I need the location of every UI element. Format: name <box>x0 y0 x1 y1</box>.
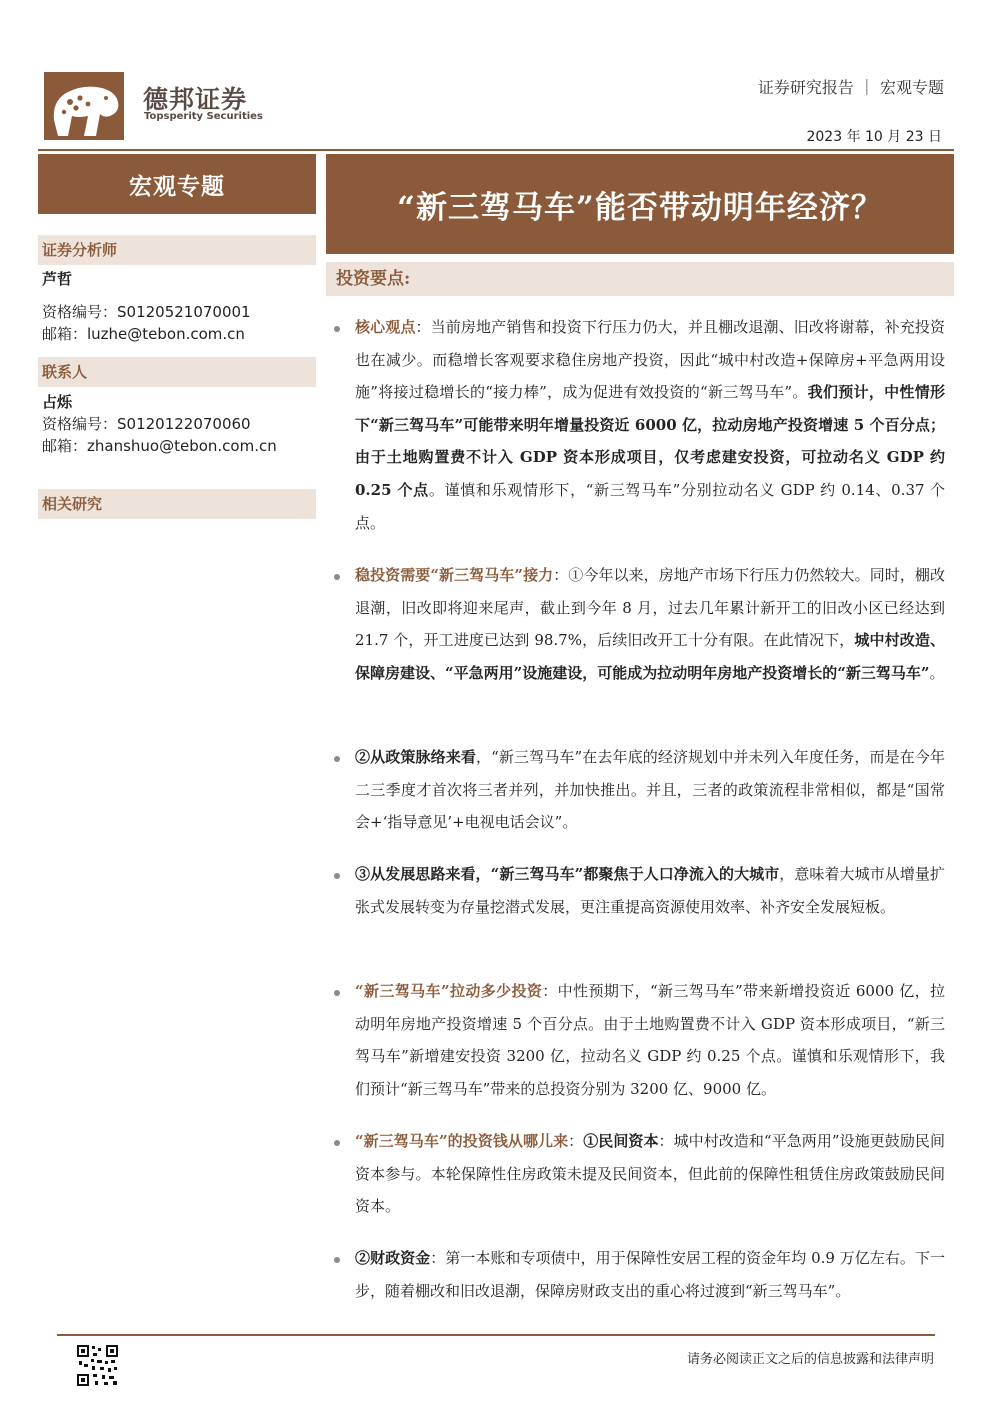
point-text: ：当前房地产销售和投资下行压力仍大，并且棚改退潮、旧改将谢幕，补充投资也在减少。而稳增长客观要求稳住房地产投资，因此“城中村改造+保障房+平急两用设施”将接过稳增长的“接力棒”，成为促进有效投资的“新三驾马车”。 <box>355 318 945 402</box>
point-text: ，意味着大城市从增量扩张式发展转变为存量挖潜式发展，更注重提高资源使用效率、补齐安全发展短板。 <box>355 865 945 916</box>
bullet-dot <box>334 574 340 580</box>
point-text: 。 <box>929 663 945 682</box>
category-banner: 宏观专题 <box>38 154 316 214</box>
header-divider <box>38 149 954 151</box>
analyst-cert: 资格编号：S0120521070001 <box>42 303 251 321</box>
contact-header: 联系人 <box>38 357 316 387</box>
analyst-header: 证券分析师 <box>38 235 316 265</box>
bullet-dot <box>334 990 340 996</box>
brand-logo <box>44 72 124 140</box>
point-lead: 核心观点 <box>355 318 416 336</box>
point-text: ：第一本账和专项债中，用于保障性安居工程的资金年均 0.9 万亿左右。下一步，随着棚改和旧改退潮，保障房财政支出的重心将过渡到“新三驾马车”。 <box>355 1249 945 1300</box>
report-type: 证券研究报告 ｜ 宏观专题 <box>757 78 944 97</box>
point-development <box>355 858 945 923</box>
bullet-dot <box>334 756 340 762</box>
report-date: 2023 年 10 月 23 日 <box>806 129 942 145</box>
bullet-dot <box>334 1257 340 1263</box>
point-bold-text: ②从政策脉络来看 <box>355 748 476 766</box>
point-bold-text: 城中村改造、保障房建设、“平急两用”设施建设，可能成为拉动明年房地产投资增长的“新三驾马车” <box>355 631 945 682</box>
investment-points-header: 投资要点: <box>326 262 954 296</box>
point-text: ：①今年以来，房地产市场下行压力仍然较大。同时，棚改退潮，旧改即将迎来尾声，截止到今年 8 月，过去几年累计新开工的旧改小区已经达到 21.7 个，开工进度已达到 98.7%，后续旧改开工十分有限。在此情况下， <box>355 566 945 650</box>
point-text: ：中性预期下，“新三驾马车”带来新增投资近 6000 亿，拉动明年房地产投资增速 5 个百分点。由于土地购置费不计入 GDP 资本形成项目，“新三驾马车”新增建安投资 3200 亿，拉动名义 GDP 约 0.25 个点。谨慎和乐观情形下，我们预计“新三驾马车”带来的总投资分别为 3200 亿、9000 亿。 <box>355 982 945 1098</box>
contact-email[interactable]: 邮箱：zhanshuo@tebon.com.cn <box>42 437 277 455</box>
point-lead: “新三驾马车”的投资钱从哪儿来 <box>355 1132 569 1150</box>
bullet-dot <box>334 873 340 879</box>
brand-english-name: Topsperity Securities <box>144 111 263 122</box>
bullet-dot <box>334 326 340 332</box>
contact-cert: 资格编号：S0120122070060 <box>42 415 251 433</box>
analyst-name: 芦哲 <box>42 270 73 288</box>
qr-code-icon <box>76 1344 119 1387</box>
bullet-dot <box>334 1140 340 1146</box>
analyst-email[interactable]: 邮箱：luzhe@tebon.com.cn <box>42 325 245 343</box>
point-bold-text: ③从发展思路来看，“新三驾马车”都聚焦于人口净流入的大城市 <box>355 865 780 883</box>
contact-name: 占烁 <box>42 393 73 411</box>
footer-divider <box>57 1334 935 1336</box>
point-fiscal-funds <box>355 1242 945 1307</box>
point-text: ，“新三驾马车”在去年底的经济规划中并未列入年度任务，而是在今年二三季度才首次将三者并列，并加快推出。并且，三者的政策流程非常相似，都是“国常会+‘指导意见’+电视电话会议”。 <box>355 748 945 832</box>
point-bold-text: 我们预计，中性情形下“新三驾马车”可能带来明年增量投资近 6000 亿，拉动房地产投资增速 5 个百分点；由于土地购置费不计入 GDP 资本形成项目，仅考虑建安投资，可拉动名义 GDP 约 0.25 个点 <box>355 383 945 499</box>
report-title: “新三驾马车”能否带动明年经济？ <box>326 154 954 254</box>
point-lead: “新三驾马车”拉动多少投资 <box>355 982 543 1000</box>
point-policy <box>355 741 945 839</box>
point-text: ： <box>568 1132 584 1150</box>
point-text: ：城中村改造和“平急两用”设施更鼓励民间资本参与。本轮保障性住房政策未提及民间资本，但此前的保障性租赁住房政策鼓励民间资本。 <box>355 1132 945 1216</box>
point-investment-size <box>355 975 945 1105</box>
related-research-header: 相关研究 <box>38 489 316 519</box>
legal-disclaimer: 请务必阅读正文之后的信息披露和法律声明 <box>686 1352 934 1367</box>
point-funding-source <box>355 1125 945 1223</box>
point-relay <box>355 559 945 689</box>
point-lead: 稳投资需要“新三驾马车”接力 <box>355 566 554 584</box>
point-bold-text: ②财政资金 <box>355 1249 431 1267</box>
point-bold-text: ①民间资本 <box>583 1132 659 1150</box>
brand-name: 德邦证券 <box>143 85 248 114</box>
point-core-view <box>355 311 945 539</box>
point-text: 。谨慎和乐观情形下，“新三驾马车”分别拉动名义 GDP 约 0.14、0.37 个点。 <box>355 480 945 532</box>
